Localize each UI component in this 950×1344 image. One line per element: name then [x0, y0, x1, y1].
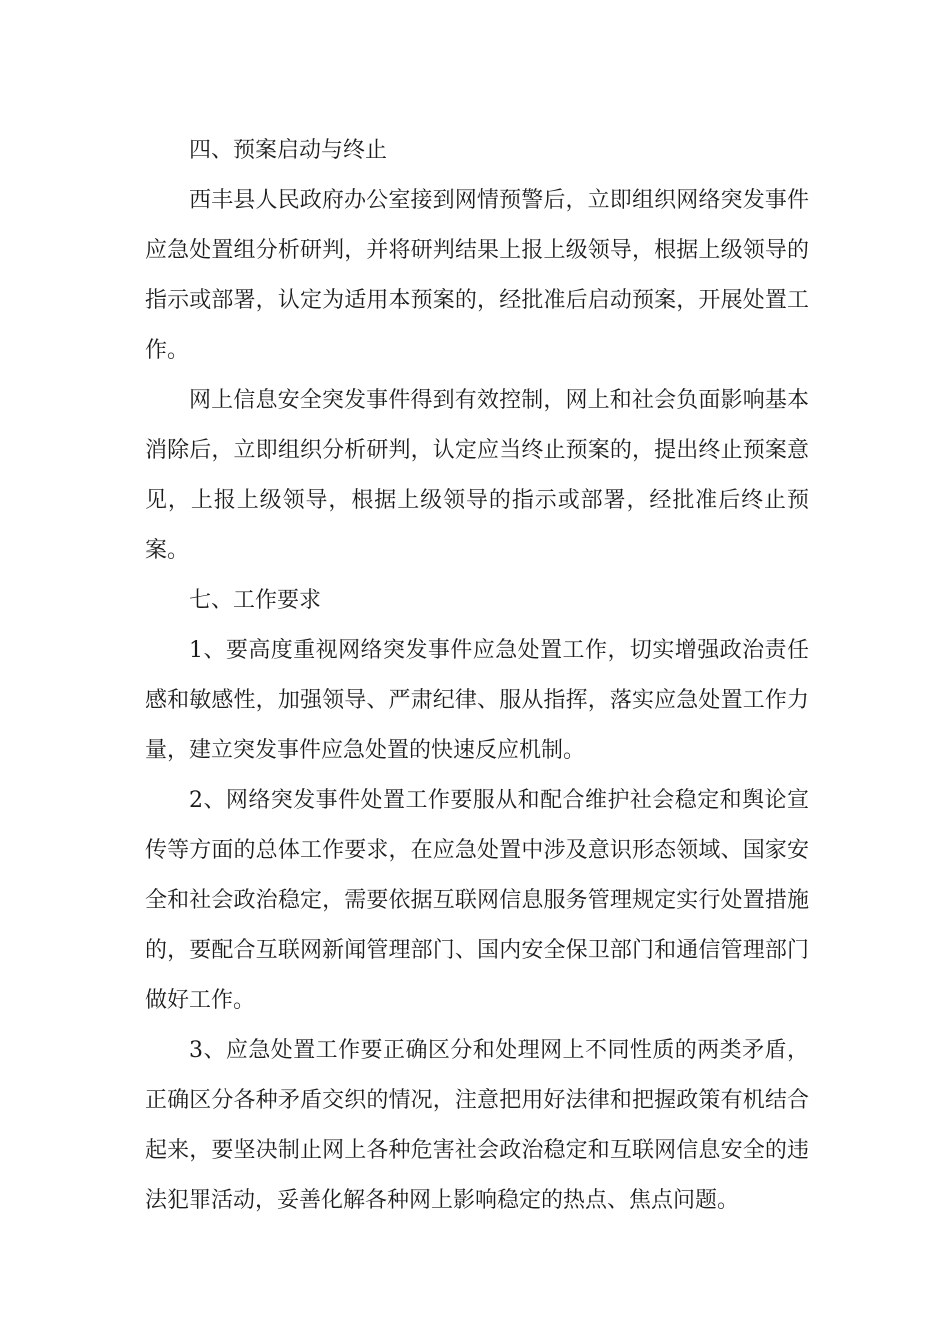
document-body	[145, 126, 809, 1226]
paragraph-requirement-2: 2、网络突发事件处置工作要服从和配合维护社会稳定和舆论宣传等方面的总体工作要求，在应急处置中涉及意识形态领域、国家安全和社会政治稳定，需要依据互联网信息服务管理规定实行处置措施的，要配合互联网新闻管理部门、国内安全保卫部门和通信管理部门做好工作。	[145, 788, 809, 1013]
paragraph-plan-start: 西丰县人民政府办公室接到网情预警后，立即组织网络突发事件应急处置组分析研判，并将研判结果上报上级领导，根据上级领导的指示或部署，认定为适用本预案的，经批准后启动预案，开展处置工作。	[145, 188, 809, 363]
section-heading-plan-start-end: 四、预案启动与终止	[189, 138, 388, 163]
paragraph-requirement-3: 3、应急处置工作要正确区分和处理网上不同性质的两类矛盾，正确区分各种矛盾交织的情况，注意把用好法律和把握政策有机结合起来，要坚决制止网上各种危害社会政治稳定和互联网信息安全的违法犯罪活动，妥善化解各种网上影响稳定的热点、焦点问题。	[145, 1038, 809, 1213]
paragraph-requirement-1: 1、要高度重视网络突发事件应急处置工作，切实增强政治责任感和敏感性，加强领导、严肃纪律、服从指挥，落实应急处置工作力量，建立突发事件应急处置的快速反应机制。	[145, 638, 809, 763]
section-heading-work-requirements: 七、工作要求	[189, 588, 322, 613]
paragraph-plan-end: 网上信息安全突发事件得到有效控制，网上和社会负面影响基本消除后，立即组织分析研判，认定应当终止预案的，提出终止预案意见，上报上级领导，根据上级领导的指示或部署，经批准后终止预案。	[145, 388, 809, 563]
